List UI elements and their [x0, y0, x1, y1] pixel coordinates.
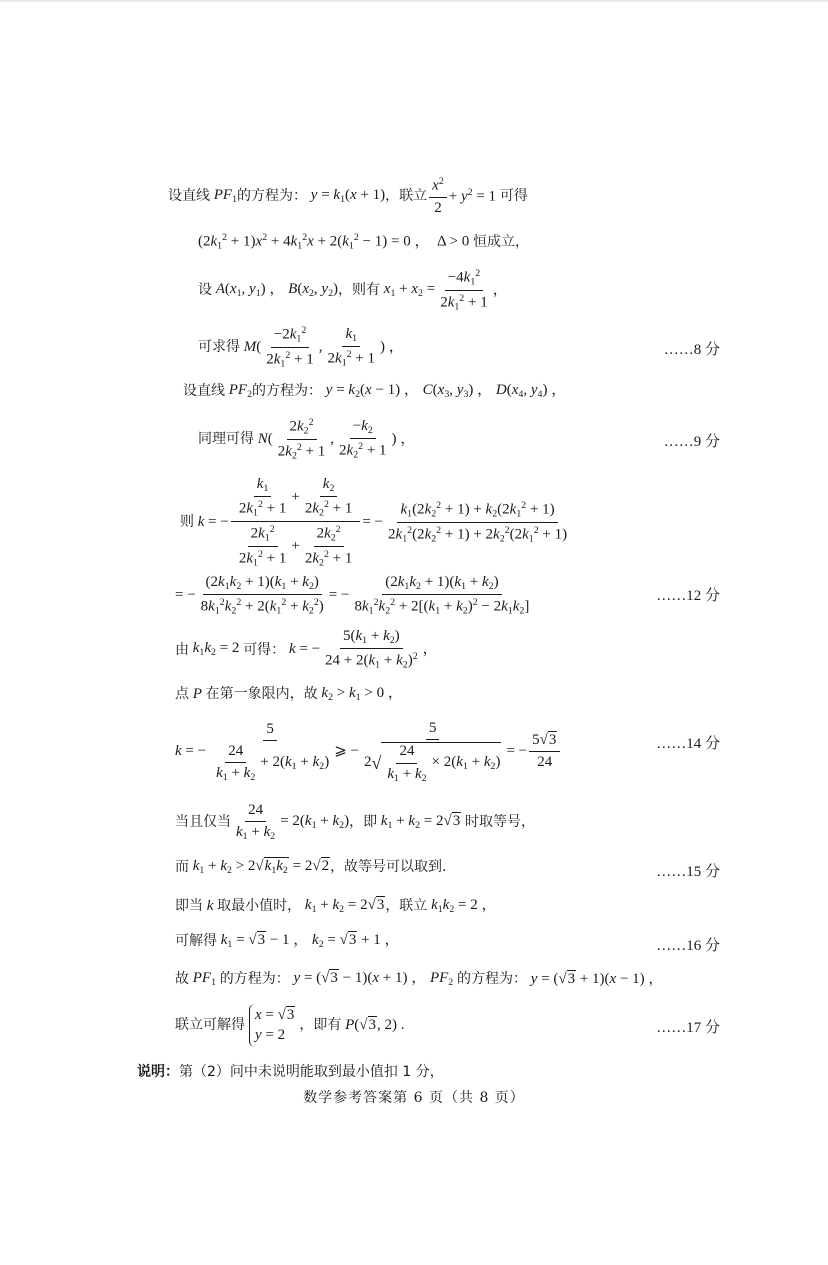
- score-9: ……9 分: [663, 434, 720, 450]
- line-14: 即当 k 取最小值时， $k_1 + k_2 = 2√3$ ，联立 $k_1k_2 = 2$ ，: [175, 897, 497, 915]
- page-footer: 数学参考答案第 6 页（共 8 页）: [303, 1090, 525, 1106]
- line-3: 设 $A(x_1$, $y_1$) ， $B(x_2$, $y_2$) ，则有 $x_1 + x_2$ = $\frac{-4k_1^2}{2k_1^2 + 1}$ ，: [198, 268, 508, 313]
- line-8: = − $\frac{(2k_1k_2 + 1)(k_1 + k_2)}{8k_1^2k_2^2 + 2(k_1^2 + k_2^2)}$ = − $\frac{(2k_1k_2 + 1)(k_1 + k_2)}{8k_1^2k_2^2 + 2[(k_1 + k_2)^2 - 2k_1k_2]}$: [175, 574, 530, 617]
- line-4: 可求得 M( $\frac{-2k_1^2}{2k_1^2 + 1}$ , $\frac{k_1}{2k_1^2 + 1}$ ) ，: [198, 325, 404, 370]
- line-11: k = − 5 $\frac{24}{k_1 + k_2}$ + $2(k_1 + k_2)$ ⩾ − 5 2 √ $\frac{24}{k_1 + k_2}$ × $2(k_1 + k_2)$ = − $\frac{5√3}{24}$: [175, 720, 562, 784]
- score-8: ……8 分: [663, 342, 720, 358]
- line-10: 点 P 在第一象限内，故 $k_2 > k_1 > 0$ ，: [175, 685, 403, 703]
- note-text: 第（2）问中未说明能取到最小值扣 1 分，: [179, 1064, 444, 1080]
- line-13: 而 $k_1 + k_2 > 2√k_1k_2 = 2√2$ ，故等号可以取到.: [175, 858, 447, 876]
- score-15: ……15 分: [656, 864, 720, 880]
- line-5: 设直线 $PF_2$ 的方程为： $y = k_2(x - 1)$ ， $C(x_3$, $y_3$) ， $D(x_4$, $y_4$) ，: [183, 382, 567, 400]
- line-16: 故 $PF_1$ 的方程为： y = (√3 − 1)(x + 1) ， $PF_2$ 的方程为： y = (√3 + 1)(x − 1) ，: [175, 970, 664, 988]
- score-16: ……16 分: [656, 938, 720, 954]
- line-17: 联立可解得 x = √3 y = 2 ，即有 P(√3, 2) .: [175, 1004, 405, 1047]
- top-border: [0, 0, 828, 2]
- line-1: 设直线 $PF_1$ 的方程为： $y = k_1(x + 1)$ ，联立 $\frac{x^2}{2}$ + $y^2 = 1$ 可得: [168, 176, 528, 216]
- note: [137, 1064, 444, 1080]
- note-label: 说明：: [137, 1064, 179, 1080]
- score-12: ……12 分: [656, 588, 720, 604]
- line-6: 同理可得 N( $\frac{2k_2^2}{2k_2^2 + 1}$ , $\frac{-k_2}{2k_2^2 + 1}$ ) ，: [198, 417, 416, 462]
- line-2: $(2k_1^2 + 1)x^2 + 4k_1^2x + 2(k_1^2 - 1) = 0$ ， Δ > 0 恒成立，: [198, 232, 530, 252]
- line-15: 可解得 $k_1 = √3 - 1$ ， $k_2 = √3 + 1$ ，: [175, 932, 400, 950]
- line-7: 则 k = − $\frac{k_1}{2k_1^2 + 1}$ + $\frac{k_2}{2k_2^2 + 1}$ $\frac{2k_1^2}{2k_1^2 + 1}$ + $\frac{2k_2^2}{2k_2^2 + 1}$ = − $\frac{k_1(2k_2^2 + 1) + k_2(2k_1^2 + 1)}{2k_1^2(2k_2^2 + 1) + 2k_2^2(2k_1^2 + 1)}$: [180, 476, 568, 569]
- line-12: 当且仅当 $\frac{24}{k_1 + k_2}$ = $2(k_1 + k_2)$ ，即 $k_1 + k_2 = 2√3$ 时取等号，: [175, 802, 535, 843]
- score-17: ……17 分: [656, 1020, 720, 1036]
- line-9: 由 $k_1k_2 = 2$ 可得： k = − $\frac{5(k_1 + k_2)}{24 + 2(k_1 + k_2)^2}$ ，: [175, 628, 438, 671]
- score-14: ……14 分: [656, 736, 720, 752]
